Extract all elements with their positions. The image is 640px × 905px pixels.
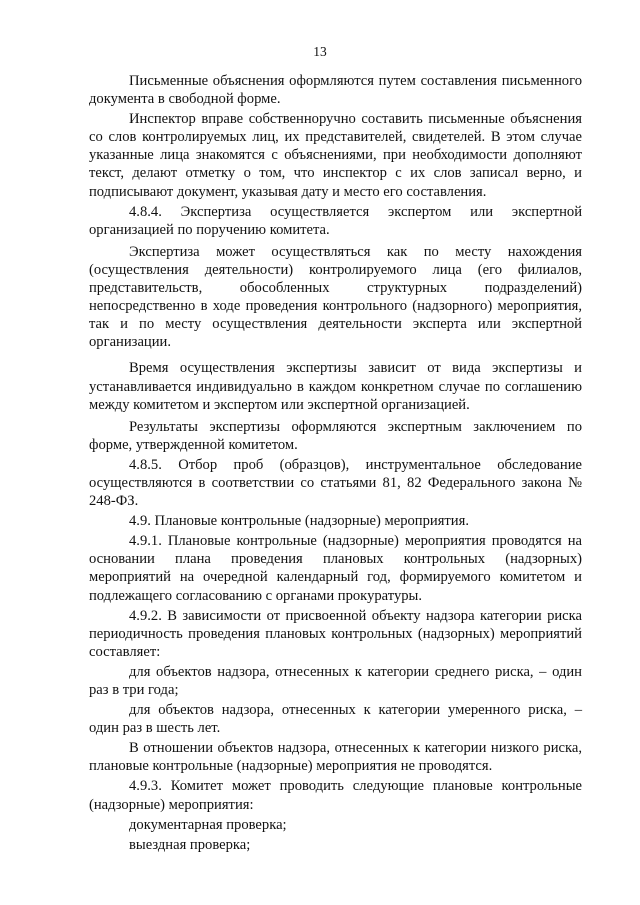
paragraph-4-9: 4.9. Плановые контрольные (надзорные) мероприятия. (129, 513, 469, 530)
paragraph-low-risk: В отношении объектов надзора, отнесенных к категории низкого риска, плановые контрольные (надзорные) мероприятия не проводятся. (89, 740, 582, 775)
list-item-documentary-check: документарная проверка; (129, 816, 287, 833)
paragraph-written-explanations: Письменные объяснения оформляются путем составления письменного документа в свободной форме. (89, 73, 582, 108)
document-body (89, 72, 582, 854)
list-item-moderate-risk: для объектов надзора, отнесенных к категории умеренного риска, – один раз в шесть лет. (89, 702, 582, 737)
paragraph-4-9-1: 4.9.1. Плановые контрольные (надзорные) мероприятия проводятся на основании плана проведения плановых контрольных (надзорных) мероприятий на очередной календарный год, формируемого комитетом и подлежащего согласованию с органами прокуратуры. (89, 533, 582, 604)
paragraph-4-9-2: 4.9.2. В зависимости от присвоенной объекту надзора категории риска периодичность проведения плановых контрольных (надзорных) мероприятий составляет: (89, 607, 582, 660)
paragraph-4-9-3: 4.9.3. Комитет может проводить следующие плановые контрольные (надзорные) мероприятия: (89, 778, 582, 813)
list-item-onsite-check: выездная проверка; (129, 836, 251, 853)
paragraph-expertise-results: Результаты экспертизы оформляются экспертным заключением по форме, утвержденной комитетом. (89, 418, 582, 453)
paragraph-expertise-time: Время осуществления экспертизы зависит от вида экспертизы и устанавливается индивидуально в каждом конкретном случае по соглашению между комитетом и экспертом или экспертной организацией. (89, 360, 582, 413)
paragraph-4-8-4: 4.8.4. Экспертиза осуществляется экспертом или экспертной организацией по поручению комитета. (89, 203, 582, 238)
paragraph-4-8-5: 4.8.5. Отбор проб (образцов), инструментальное обследование осуществляются в соответствии со статьями 81, 82 Федерального закона № 248-ФЗ. (89, 456, 582, 510)
list-item-medium-risk: для объектов надзора, отнесенных к категории среднего риска, – один раз в три года; (89, 663, 582, 698)
page-number: 13 (313, 44, 327, 59)
paragraph-expertise-place: Экспертиза может осуществляться как по месту нахождения (осуществления деятельности) контролируемого лица (его филиалов, представительств, обособленных структурных подразделений) непосредственно в ходе проведения контрольного (надзорного) мероприятия, так и по месту осуществления деятельности эксперта или экспертной организации. (89, 243, 582, 351)
paragraph-inspector-rights: Инспектор вправе собственноручно составить письменные объяснения со слов контролируемых лиц, их представителей, свидетелей. В этом случае указанные лица знакомятся с объяснениями, при необходимости дополняют текст, делают отметку о том, что инспектор с их слов записал верно, и подписывают документ, указывая дату и место его составления. (89, 111, 582, 200)
